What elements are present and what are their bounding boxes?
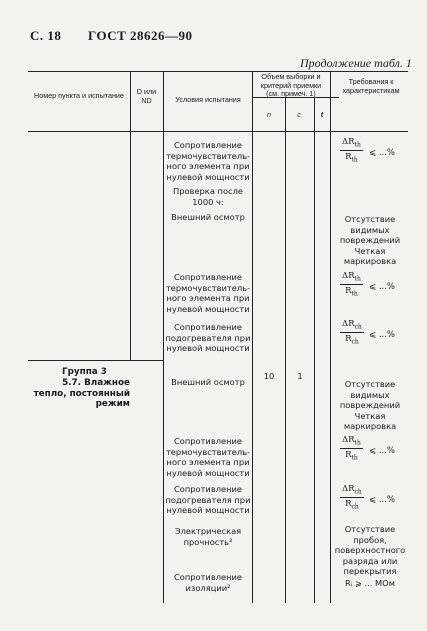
- req-tolerance: ⩽ ...%: [369, 282, 396, 292]
- req-tolerance: ⩽ ...%: [369, 148, 396, 158]
- cond-visual-inspection: Внешний осмотр: [171, 212, 245, 222]
- cond-electric-strength: Электрическая прочность²: [174, 526, 242, 547]
- continuation-note: Продолжение табл. 1: [300, 56, 412, 70]
- req-delta-rch-ratio: $\Delta R_{ch}$ $R_{ch}$: [342, 484, 362, 511]
- sample-n-value: 10: [263, 371, 275, 381]
- standard-code: ГОСТ 28626—90: [88, 28, 193, 43]
- req-delta-rth-ratio: $\Delta R_{th}$ $R_{th}$: [342, 271, 361, 298]
- cond-thermo-resistance: Сопротивление термочувствитель-ного элемента при нулевой мощности: [165, 436, 251, 478]
- col-head-c: c: [297, 110, 301, 119]
- req-tolerance: ⩽ ...%: [369, 446, 396, 456]
- col-head-requirements: Требования к характеристикам: [342, 77, 400, 95]
- req-delta-rth-ratio: $\Delta R_{th}$ $R_{th}$: [342, 137, 361, 164]
- col-divider-1: [130, 71, 131, 361]
- sample-c-value: 1: [297, 371, 303, 381]
- cond-heater-resistance: Сопротивление подогревателя при нулевой мощности: [165, 484, 251, 515]
- req-insulation-value: Rᵢ ⩾ ... МОм: [345, 578, 395, 588]
- group-separator: [28, 360, 163, 361]
- req-no-damage-marking: Отсутствие видимых повреждений Четкая маркировка: [339, 379, 401, 431]
- req-tolerance: ⩽ ...%: [369, 495, 396, 505]
- cond-heater-resistance: Сопротивление подогревателя при нулевой мощности: [165, 322, 251, 353]
- col-head-n: n: [267, 110, 271, 119]
- req-tolerance: ⩽ ...%: [369, 330, 396, 340]
- table-top-rule: [28, 71, 408, 72]
- col-divider-5: [314, 97, 315, 603]
- item-5-7-damp-heat: 5.7. Влажное тепло, постоянный режим: [33, 378, 130, 409]
- col-divider-6: [330, 71, 331, 603]
- col-head-conditions: Условия испытания: [175, 95, 241, 104]
- cond-insulation-resistance: Сопротивление изоляции²: [173, 572, 243, 593]
- req-no-breakdown: Отсутствие пробоя, поверхностного разряда или перекрытия: [334, 524, 406, 576]
- col-divider-4: [285, 97, 286, 603]
- col-head-t: t: [320, 110, 324, 119]
- col-head-d: D или ND: [136, 87, 157, 105]
- req-delta-rch-ratio: $\Delta R_{ch}$ $R_{ch}$: [342, 319, 362, 346]
- col-head-item: Номер пункта и испытание: [34, 91, 124, 100]
- col-divider-3: [252, 71, 253, 603]
- col-head-sample: Объем выборки и критерий приемки (см. примеч. 1): [260, 72, 322, 98]
- cond-thermo-resistance: Сопротивление термочувствитель-ного элемента при нулевой мощности: [165, 140, 251, 182]
- req-delta-rth-ratio: $\Delta R_{th}$ $R_{th}$: [342, 435, 361, 462]
- group-3-title: Группа 3: [62, 367, 107, 377]
- cond-visual-inspection: Внешний осмотр: [171, 377, 245, 387]
- table-head-rule: [28, 131, 408, 132]
- cond-check-after-1000h: Проверка после 1000 ч:: [172, 186, 244, 207]
- cond-thermo-resistance: Сопротивление термочувствитель-ного элемента при нулевой мощности: [165, 272, 251, 314]
- req-no-damage-marking: Отсутствие видимых повреждений Четкая маркировка: [339, 214, 401, 266]
- page-number: С. 18: [30, 28, 62, 43]
